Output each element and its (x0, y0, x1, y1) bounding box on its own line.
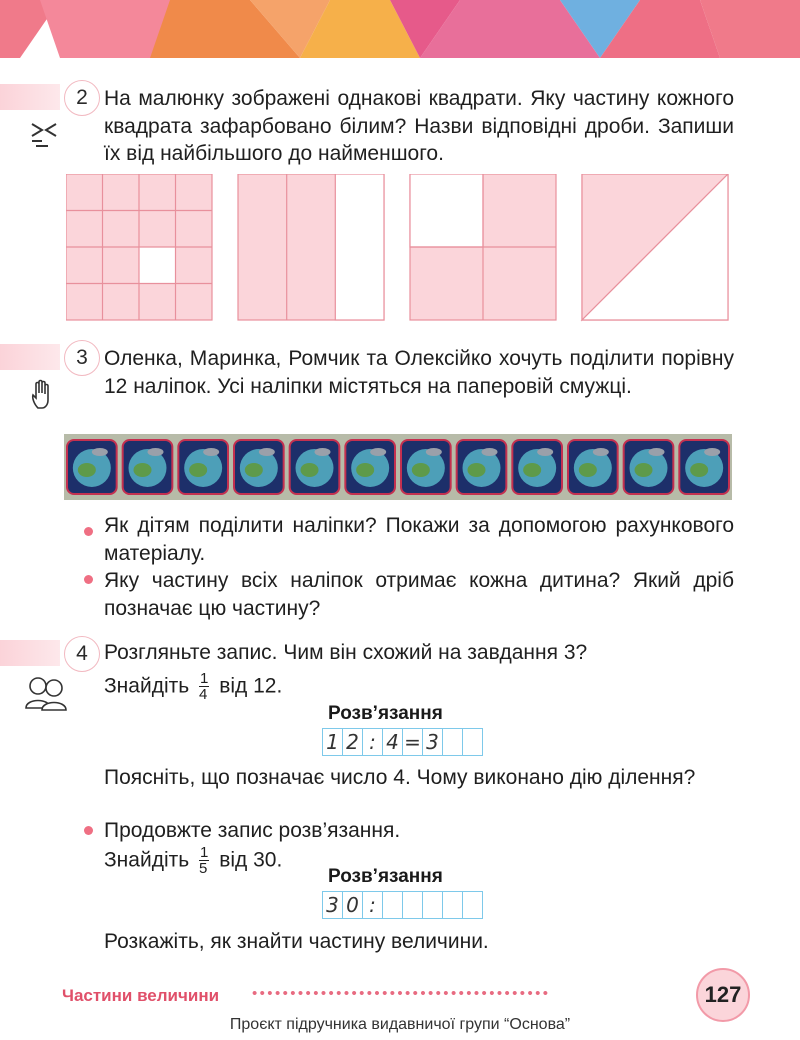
fraction-1-4 (199, 672, 209, 702)
publisher-note: Проєкт підручника видавничої групи “Основа” (229, 1016, 571, 1033)
bullet (84, 527, 93, 536)
task-bar (0, 84, 60, 110)
square-halves (582, 174, 728, 320)
hand-icon (26, 378, 62, 414)
task-bar (0, 640, 60, 666)
earth-sticker (512, 440, 562, 494)
top-banner (0, 0, 800, 58)
task-4-intro: Розгляньте запис. Чим він схожий на завдання 3? (104, 641, 588, 664)
grid-cell (462, 892, 483, 918)
earth-sticker (67, 440, 117, 494)
page-number: 127 (696, 968, 750, 1022)
find-2-prefix: Знайдіть (104, 848, 190, 872)
pair-work-icon (24, 674, 68, 714)
grid-cell (462, 729, 483, 755)
earth-sticker (234, 440, 284, 494)
fraction-numerator: 1 (200, 670, 209, 687)
task-4-explain: Поясніть, що позначає число 4. Чому виконано дію ділення? (104, 766, 696, 789)
solution-2-cells (322, 892, 483, 918)
solution-2-grid (322, 891, 483, 919)
earth-sticker (568, 440, 618, 494)
find-1-line (104, 672, 282, 702)
grid-cell (442, 892, 462, 918)
fraction-denominator: 4 (199, 686, 208, 703)
grid-cell: 3 (322, 892, 342, 918)
find-1-suffix: від 12. (219, 674, 283, 698)
find-1-prefix: Знайдіть (104, 674, 190, 698)
task-4-bullet: Продовжте запис розв’язання. (104, 819, 401, 842)
bullet (84, 575, 93, 584)
task-4-closing: Розкажіть, як знайти частину величини. (104, 930, 489, 953)
compare-icon (26, 118, 62, 154)
task-3-number: 3 (64, 340, 100, 376)
earth-sticker (345, 440, 395, 494)
sticker-strip (64, 434, 732, 500)
fraction-squares (66, 174, 730, 324)
task-2-number: 2 (64, 80, 100, 116)
earth-sticker (123, 440, 173, 494)
square-sixteenths (66, 174, 212, 320)
earth-sticker (290, 440, 340, 494)
find-2-suffix: від 30. (219, 848, 283, 872)
solution-1-cells (322, 729, 483, 755)
grid-cell: 4 (382, 729, 402, 755)
fraction-denominator: 5 (199, 860, 208, 877)
task-3-text: Оленка, Маринка, Ромчик та Олексійко хочуть поділити порівну 12 наліпок. Усі наліпки містяться на паперовій смужці. (104, 347, 734, 398)
grid-cell: 3 (422, 729, 442, 755)
grid-cell: : (362, 892, 382, 918)
footer-dots: ••••••••••••••••••••••••••••••••••••••• (252, 985, 551, 1002)
task-3-bullet-2: Яку частину всіх наліпок отримає кожна дитина? Який дріб позначає цю частину? (104, 569, 734, 620)
fraction-1-5 (199, 846, 209, 876)
grid-cell: 0 (342, 892, 362, 918)
stickers (64, 434, 732, 500)
solution-1-grid (322, 728, 483, 756)
bullet (84, 826, 93, 835)
solution-1-title: Розв’язання (328, 703, 443, 724)
find-2-line (104, 846, 282, 876)
grid-cell (382, 892, 402, 918)
earth-sticker (457, 440, 507, 494)
grid-cell (442, 729, 462, 755)
grid-cell: : (362, 729, 382, 755)
section-title: Частини величини (62, 986, 220, 1005)
grid-cell (422, 892, 442, 918)
task-bar (0, 344, 60, 370)
earth-sticker (401, 440, 451, 494)
earth-sticker (679, 440, 729, 494)
task-3-bullet-1: Як дітям поділити наліпки? Покажи за допомогою рахункового матеріалу. (104, 514, 734, 565)
task-4-number: 4 (64, 636, 100, 672)
grid-cell (402, 892, 422, 918)
grid-cell: = (402, 729, 422, 755)
square-quarters (410, 174, 556, 320)
earth-sticker (178, 440, 228, 494)
grid-cell: 1 (322, 729, 342, 755)
grid-cell: 2 (342, 729, 362, 755)
earth-sticker (624, 440, 674, 494)
task-2-text: На малюнку зображені однакові квадрати. Яку частину кожного квадрата зафарбовано білим? Назви відповідні дроби. Запиши їх від найбільшого до найменшого. (104, 87, 734, 165)
solution-2-title: Розв’язання (328, 866, 443, 887)
square-thirds (238, 174, 384, 320)
fraction-numerator: 1 (200, 844, 209, 861)
